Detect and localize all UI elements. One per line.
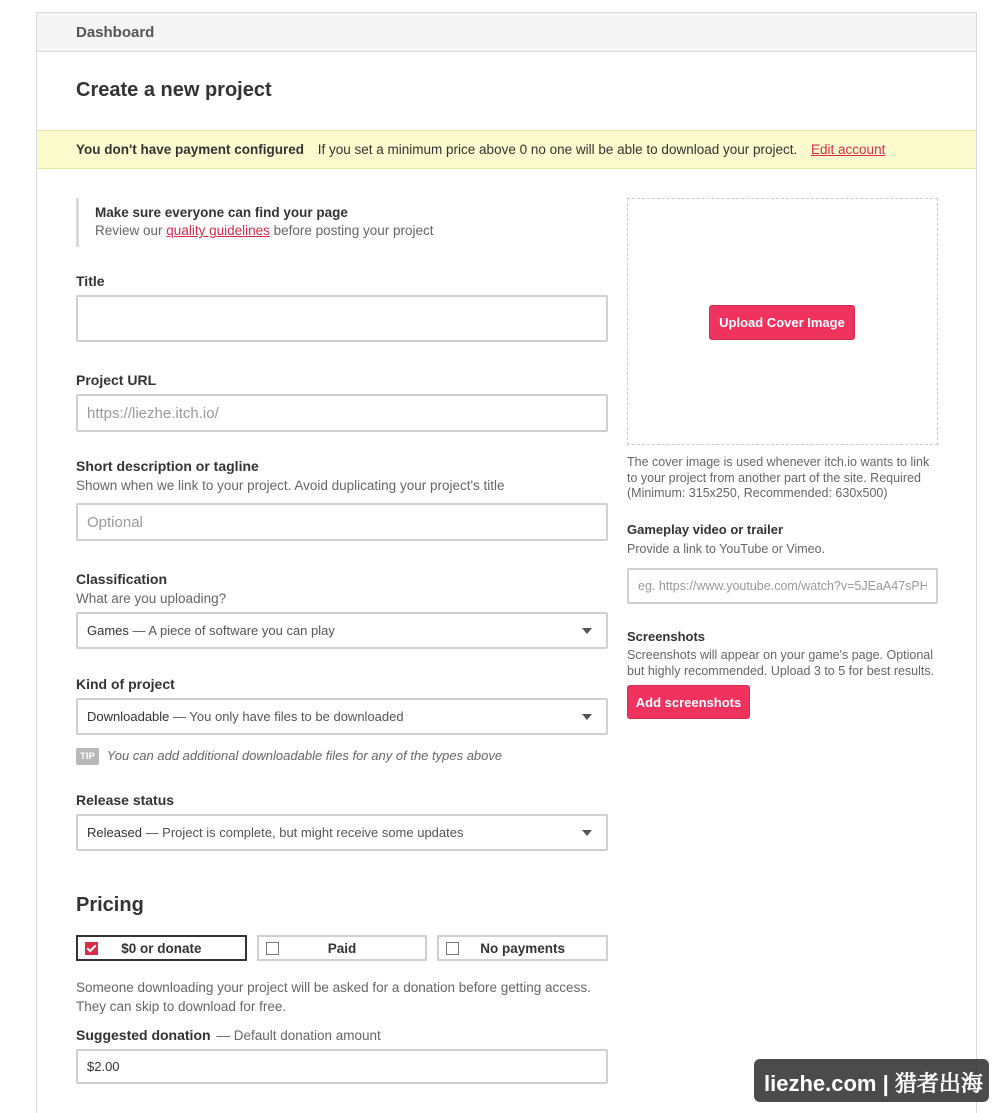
cover-image-note: The cover image is used whenever itch.io wants to link to your project from another part of the site. Required (Minimum: 315x250, Recommended: 630x500) bbox=[627, 455, 930, 500]
chevron-down-icon bbox=[582, 628, 592, 634]
classification-help: What are you uploading? bbox=[76, 591, 227, 606]
pricing-option-paid[interactable] bbox=[257, 935, 428, 961]
tip-badge: TIP bbox=[76, 748, 99, 765]
short-description-label: Short description or tagline bbox=[76, 458, 259, 474]
breadcrumb bbox=[37, 13, 976, 52]
pricing-option-donate[interactable] bbox=[76, 935, 247, 961]
project-url-label: Project URL bbox=[76, 372, 157, 388]
pricing-option-no-payments[interactable] bbox=[437, 935, 608, 961]
release-desc: — Project is complete, but might receive some updates bbox=[145, 825, 464, 840]
notice-prefix: Review our bbox=[95, 223, 163, 238]
warning-text: If you set a minimum price above 0 no one will be able to download your project. bbox=[317, 142, 798, 157]
notice-title: Make sure everyone can find your page bbox=[95, 205, 348, 220]
classification-label: Classification bbox=[76, 571, 168, 587]
add-screenshots-button[interactable]: Add screenshots bbox=[627, 685, 750, 719]
page-frame bbox=[36, 12, 977, 1113]
payment-warning-banner bbox=[37, 130, 976, 169]
warning-title: You don't have payment configured bbox=[76, 142, 304, 157]
suggested-donation-help: — Default donation amount bbox=[216, 1028, 381, 1043]
upload-cover-image-button[interactable]: Upload Cover Image bbox=[709, 305, 855, 340]
chevron-down-icon bbox=[582, 714, 592, 720]
cover-image-dropzone[interactable] bbox=[627, 198, 938, 445]
release-value: Released bbox=[87, 825, 142, 840]
media-column bbox=[627, 198, 938, 719]
watermark: liezhe.com | 猎者出海 bbox=[754, 1059, 989, 1102]
pricing-option-label: No payments bbox=[480, 941, 566, 956]
quality-notice bbox=[76, 198, 608, 247]
kind-of-project-select[interactable] bbox=[76, 698, 608, 735]
title-label: Title bbox=[76, 273, 105, 289]
pricing-option-label: $0 or donate bbox=[121, 941, 202, 956]
kind-value: Downloadable bbox=[87, 709, 170, 724]
pricing-option-label: Paid bbox=[327, 941, 357, 956]
screenshots-help: Screenshots will appear on your game's page. Optional but highly recommended. Upload 3 to 5 for best results. bbox=[627, 648, 935, 678]
tip-line bbox=[76, 748, 608, 765]
short-description-help: Shown when we link to your project. Avoid duplicating your project's title bbox=[76, 478, 505, 493]
classification-value: Games bbox=[87, 623, 129, 638]
video-url-input[interactable] bbox=[627, 568, 938, 604]
checkbox-checked-icon[interactable] bbox=[85, 942, 98, 955]
checkbox-icon[interactable] bbox=[266, 942, 279, 955]
short-description-input[interactable] bbox=[76, 503, 608, 541]
suggested-donation-input[interactable] bbox=[76, 1049, 608, 1084]
video-label: Gameplay video or trailer bbox=[627, 521, 784, 537]
suggested-donation-label: Suggested donation bbox=[76, 1027, 211, 1043]
screenshots-label: Screenshots bbox=[627, 629, 706, 644]
notice-suffix: before posting your project bbox=[273, 223, 434, 238]
breadcrumb-dashboard-link[interactable]: Dashboard bbox=[76, 24, 155, 41]
pricing-heading: Pricing bbox=[76, 894, 144, 916]
quality-guidelines-link[interactable]: quality guidelines bbox=[166, 223, 270, 238]
classification-desc: — A piece of software you can play bbox=[132, 623, 335, 638]
title-input[interactable] bbox=[76, 295, 608, 342]
release-status-label: Release status bbox=[76, 792, 175, 808]
video-help: Provide a link to YouTube or Vimeo. bbox=[627, 541, 826, 556]
checkbox-icon[interactable] bbox=[446, 942, 459, 955]
release-status-select[interactable] bbox=[76, 814, 608, 851]
page-title: Create a new project bbox=[76, 79, 272, 101]
project-form bbox=[76, 198, 608, 1084]
kind-desc: — You only have files to be downloaded bbox=[173, 709, 404, 724]
chevron-down-icon bbox=[582, 830, 592, 836]
classification-select[interactable] bbox=[76, 612, 608, 649]
notice-text bbox=[95, 223, 608, 238]
pricing-note: Someone downloading your project will be asked for a donation before getting access. They can skip to download for free. bbox=[76, 980, 591, 1014]
edit-account-link[interactable]: Edit account bbox=[811, 142, 886, 157]
pricing-options bbox=[76, 935, 608, 961]
suggested-donation-label-row bbox=[76, 1027, 608, 1043]
project-url-input[interactable] bbox=[76, 394, 608, 432]
kind-of-project-label: Kind of project bbox=[76, 676, 175, 692]
tip-text: You can add additional downloadable files for any of the types above bbox=[106, 748, 503, 763]
